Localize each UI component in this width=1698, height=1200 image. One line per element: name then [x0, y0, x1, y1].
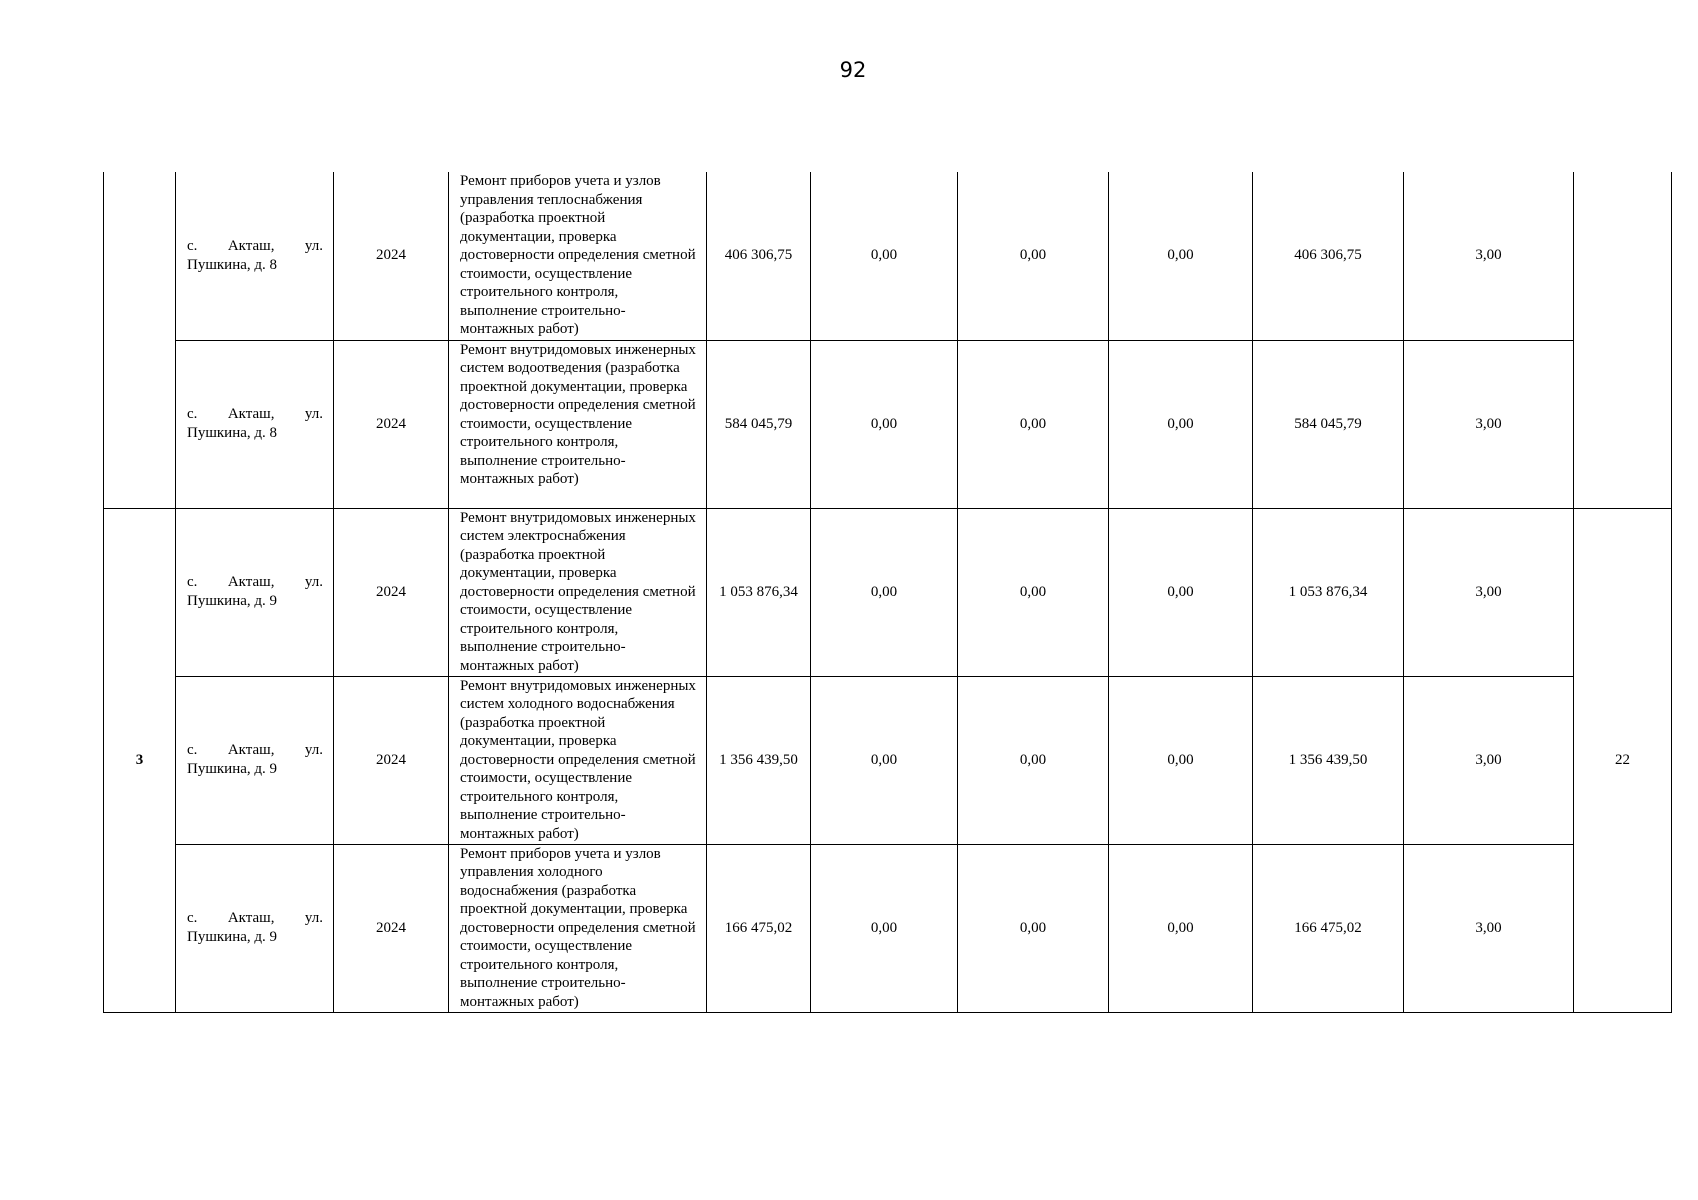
count-cell: 22	[1574, 508, 1672, 1012]
address-cell: с. Акташ, ул. Пушкина, д. 9	[176, 844, 334, 1012]
work-description-cell: Ремонт внутридомовых инженерных систем электроснабжения (разработка проектной документации, проверка достоверности определения сметной стоимости, осуществление строительного контроля, выполнение строительно-монтажных работ)	[449, 508, 707, 676]
funding-cell-e: 3,00	[1404, 340, 1574, 508]
year-cell: 2024	[334, 508, 449, 676]
funding-cell-d: 584 045,79	[1253, 340, 1404, 508]
funding-cell-e: 3,00	[1404, 676, 1574, 844]
funding-cell-b: 0,00	[958, 676, 1109, 844]
funding-cell-b: 0,00	[958, 508, 1109, 676]
total-cost-cell: 406 306,75	[707, 172, 811, 340]
works-table	[103, 172, 1672, 1013]
funding-cell-d: 166 475,02	[1253, 844, 1404, 1012]
year-cell: 2024	[334, 172, 449, 340]
total-cost-cell: 166 475,02	[707, 844, 811, 1012]
work-description-cell: Ремонт приборов учета и узлов управления теплоснабжения (разработка проектной документации, проверка достоверности определения сметной стоимости, осуществление строительного контроля, выполнение строительно-монтажных работ)	[449, 172, 707, 340]
address-cell: с. Акташ, ул. Пушкина, д. 8	[176, 172, 334, 340]
table-row	[104, 508, 1672, 676]
funding-cell-e: 3,00	[1404, 172, 1574, 340]
total-cost-cell: 1 356 439,50	[707, 676, 811, 844]
table-row	[104, 340, 1672, 508]
funding-cell-c: 0,00	[1109, 340, 1253, 508]
object-number-cell: 3	[104, 508, 176, 1012]
total-cost-cell: 584 045,79	[707, 340, 811, 508]
year-cell: 2024	[334, 340, 449, 508]
count-cell	[1574, 172, 1672, 508]
page-number: 92	[839, 58, 867, 82]
table-row	[104, 676, 1672, 844]
funding-cell-d: 1 356 439,50	[1253, 676, 1404, 844]
funding-cell-c: 0,00	[1109, 508, 1253, 676]
funding-cell-d: 406 306,75	[1253, 172, 1404, 340]
funding-cell-a: 0,00	[811, 676, 958, 844]
work-description-cell: Ремонт внутридомовых инженерных систем водоотведения (разработка проектной документации, проверка достоверности определения сметной стоимости, осуществление строительного контроля, выполнение строительно-монтажных работ)	[449, 340, 707, 508]
funding-cell-c: 0,00	[1109, 172, 1253, 340]
address-cell: с. Акташ, ул. Пушкина, д. 9	[176, 676, 334, 844]
object-number-cell	[104, 172, 176, 508]
year-cell: 2024	[334, 676, 449, 844]
work-description-cell: Ремонт приборов учета и узлов управления холодного водоснабжения (разработка проектной документации, проверка достоверности определения сметной стоимости, осуществление строительного контроля, выполнение строительно-монтажных работ)	[449, 844, 707, 1012]
funding-cell-b: 0,00	[958, 340, 1109, 508]
funding-cell-b: 0,00	[958, 844, 1109, 1012]
table-row	[104, 844, 1672, 1012]
funding-cell-a: 0,00	[811, 844, 958, 1012]
funding-cell-a: 0,00	[811, 508, 958, 676]
funding-cell-e: 3,00	[1404, 844, 1574, 1012]
address-cell: с. Акташ, ул. Пушкина, д. 8	[176, 340, 334, 508]
funding-cell-b: 0,00	[958, 172, 1109, 340]
funding-cell-c: 0,00	[1109, 676, 1253, 844]
table-row	[104, 172, 1672, 340]
funding-cell-c: 0,00	[1109, 844, 1253, 1012]
funding-cell-e: 3,00	[1404, 508, 1574, 676]
funding-cell-a: 0,00	[811, 172, 958, 340]
total-cost-cell: 1 053 876,34	[707, 508, 811, 676]
address-cell: с. Акташ, ул. Пушкина, д. 9	[176, 508, 334, 676]
work-description-cell: Ремонт внутридомовых инженерных систем холодного водоснабжения (разработка проектной документации, проверка достоверности определения сметной стоимости, осуществление строительного контроля, выполнение строительно-монтажных работ)	[449, 676, 707, 844]
funding-cell-a: 0,00	[811, 340, 958, 508]
year-cell: 2024	[334, 844, 449, 1012]
funding-cell-d: 1 053 876,34	[1253, 508, 1404, 676]
